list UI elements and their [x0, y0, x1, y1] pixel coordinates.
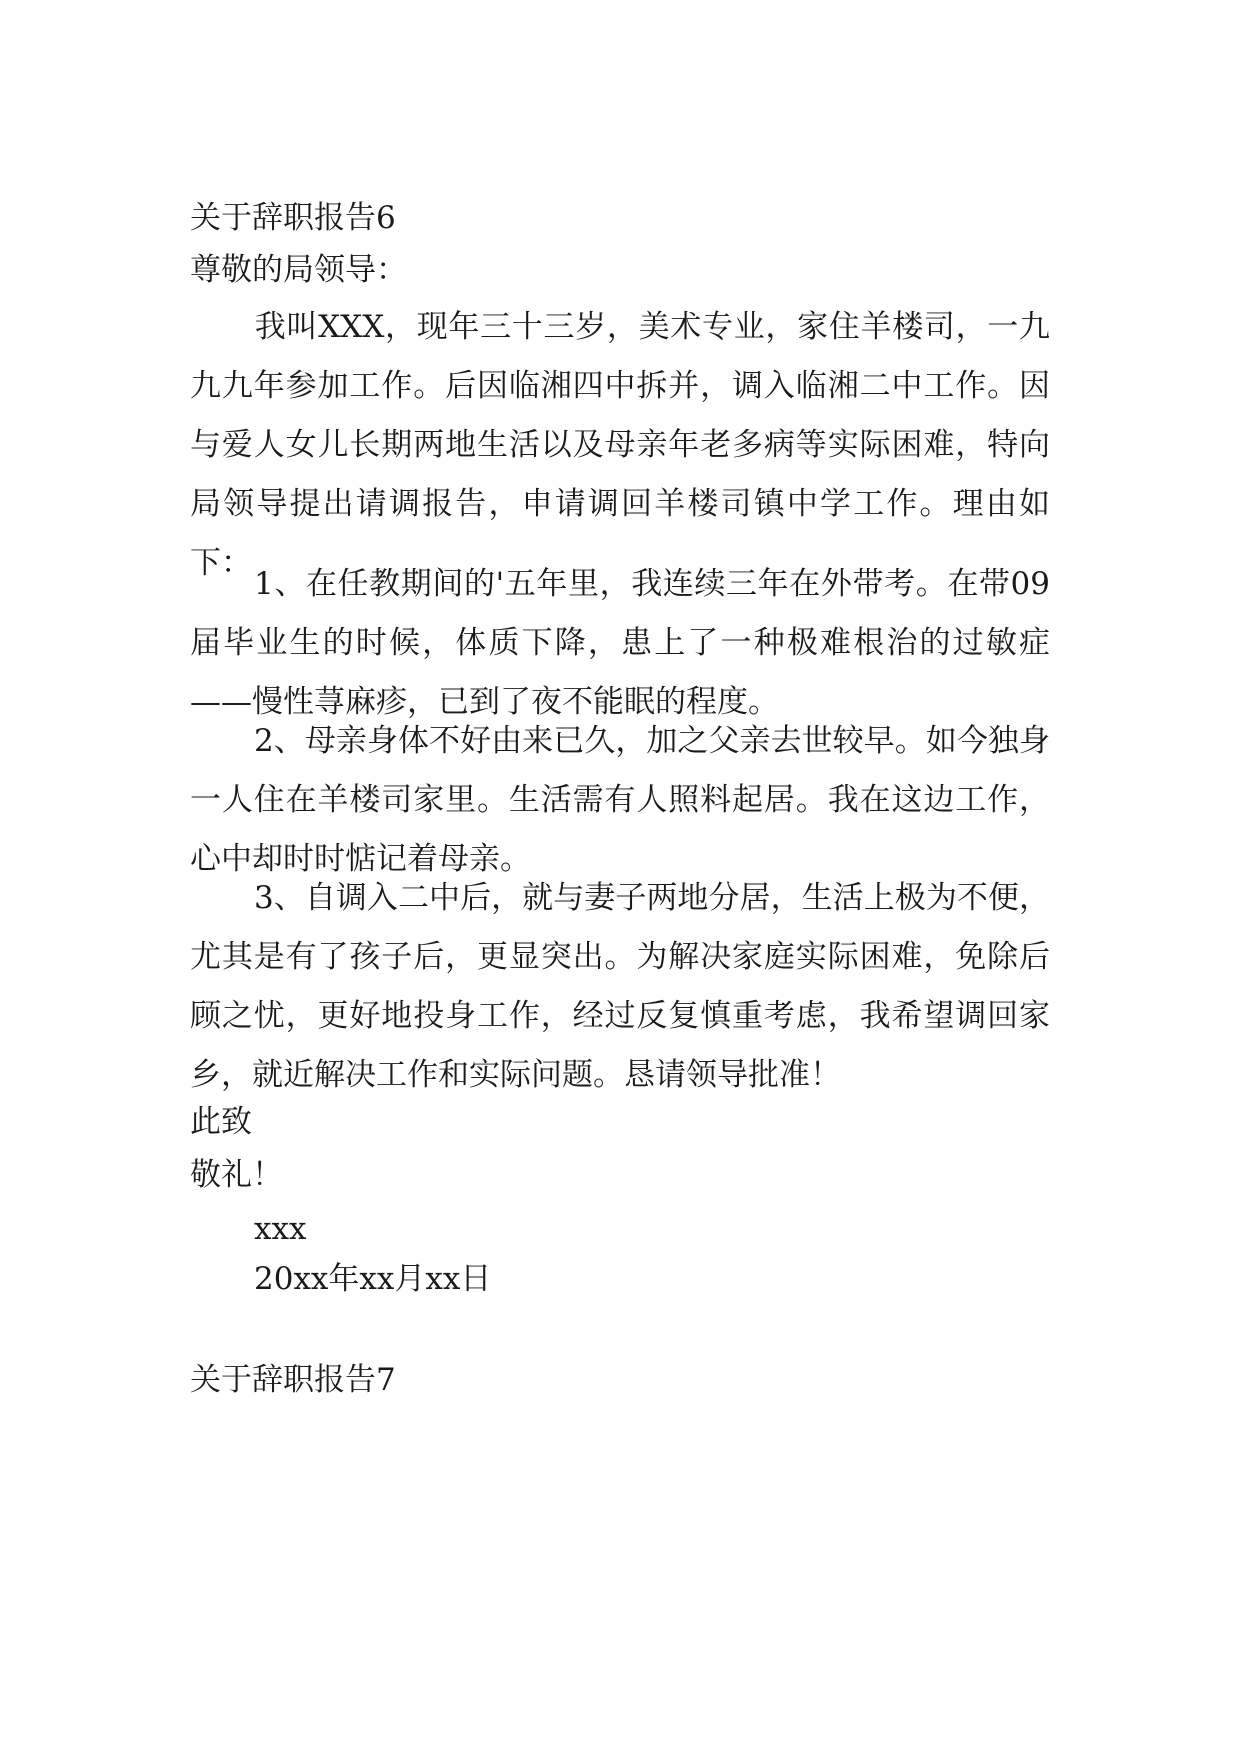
body-paragraph-intro: [190, 298, 1050, 593]
paragraph-text: 我叫XXX，现年三十三岁，美术专业，家住羊楼司，一九九九年参加工作。后因临湘四中拆并，调入临湘二中工作。因与爱人女儿长期两地生活以及母亲年老多病等实际困难，特向局领导提出请调报告，申请调回羊楼司镇中学工作。理由如下：: [190, 309, 1050, 581]
salutation: 尊敬的局领导：: [190, 252, 407, 288]
signature-name: xxx: [254, 1211, 307, 1247]
signature-date: 20xx年xx月xx日: [254, 1261, 492, 1297]
body-paragraph-reason-1: [190, 555, 1050, 732]
closing-cizhi: 此致: [190, 1104, 252, 1140]
paragraph-text: 3、自调入二中后，就与妻子两地分居，生活上极为不便，尤其是有了孩子后，更显突出。为解决家庭实际困难，免除后顾之忧，更好地投身工作，经过反复慎重考虑，我希望调回家乡，就近解决工作和实际问题。恳请领导批准！: [190, 880, 1050, 1093]
paragraph-text: 2、母亲身体不好由来已久，加之父亲去世较早。如今独身一人住在羊楼司家里。生活需有人照料起居。我在这边工作，心中却时时惦记着母亲。: [190, 723, 1050, 877]
closing-jingli: 敬礼！: [190, 1157, 283, 1193]
body-paragraph-reason-2: [190, 712, 1050, 889]
report-heading-7: 关于辞职报告7: [190, 1362, 396, 1398]
body-paragraph-reason-3: [190, 869, 1050, 1105]
paragraph-text: 1、在任教期间的'五年里，我连续三年在外带考。在带09届毕业生的时候，体质下降，患上了一种极难根治的过敏症——慢性荨麻疹，已到了夜不能眠的程度。: [190, 566, 1050, 720]
report-heading-6: 关于辞职报告6: [190, 200, 396, 236]
